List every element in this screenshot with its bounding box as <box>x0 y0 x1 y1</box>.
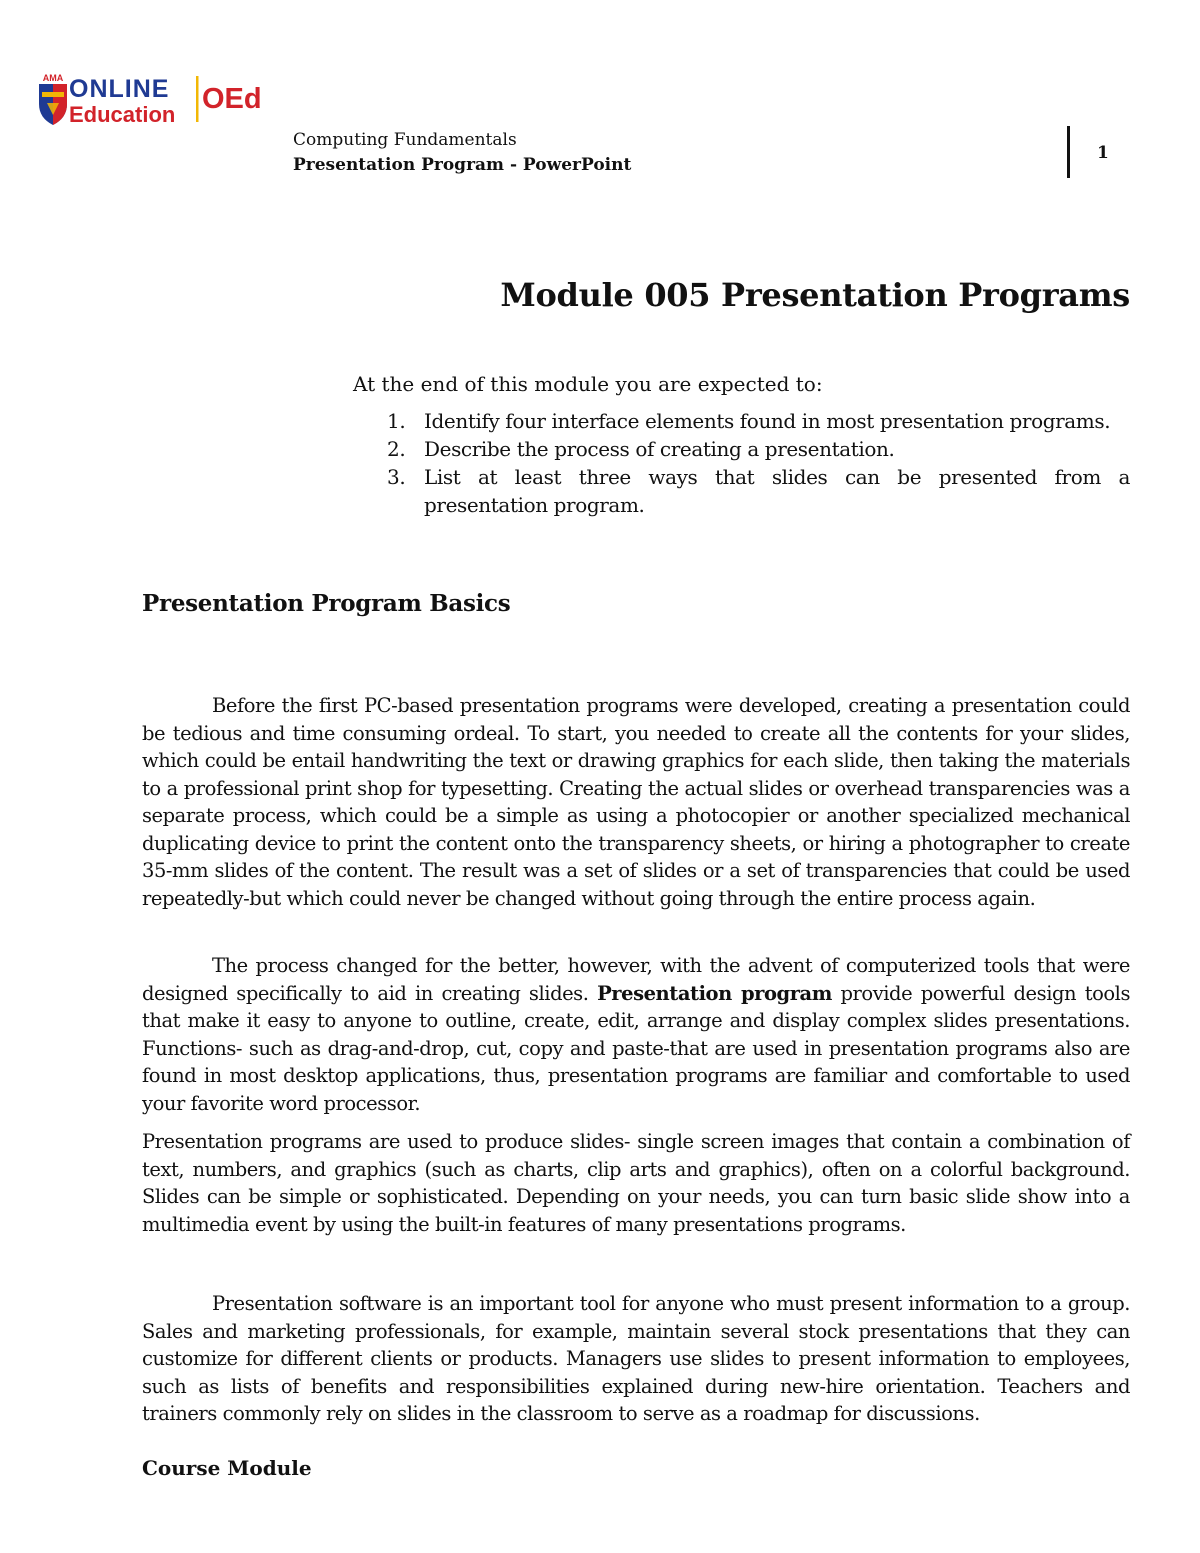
objective-text: Describe the process of creating a presentation. <box>424 437 895 461</box>
objective-text: Identify four interface elements found in most presentation programs. <box>424 409 1111 433</box>
header-divider <box>1067 126 1070 178</box>
brand-short-text: OEd <box>202 83 262 115</box>
objective-number: 1. <box>387 409 406 433</box>
module-title: Module 005 Presentation Programs <box>500 276 1130 314</box>
paragraph-computerized-tools <box>142 952 1130 1117</box>
paragraph-history: Before the first PC-based presentation programs were developed, creating a presentation could be tedious and time consuming ordeal. To start, you needed to create all the contents for your slides, which could be entail handwriting the text or drawing graphics for each slide, then taking the materials to a professional print shop for typesetting. Creating the actual slides or overhead transparencies was a separate process, which could be a simple as using a photocopier or another specialized mechanical duplicating device to print the content onto the transparency sheets, or hiring a photographer to create 35-mm slides of the content. The result was a set of slides or a set of transparencies that could be used repeatedly-but which could never be changed without going through the entire process again. <box>142 694 1130 910</box>
online-education-logo <box>36 70 272 128</box>
brand-top-text: ONLINE <box>69 75 170 103</box>
objective-item <box>353 463 1130 519</box>
running-header <box>293 128 631 178</box>
course-subtitle: Presentation Program - PowerPoint <box>293 155 632 175</box>
objective-item <box>353 435 1130 463</box>
paragraph-slides: Presentation programs are used to produce slides- single screen images that contain a combination of text, numbers, and graphics (such as charts, clip arts and graphics), often on a colorful background. Slides can be simple or sophisticated. Depending on your needs, you can turn basic slide show into a multimedia event by using the built-in features of many presentations programs. <box>142 1130 1130 1236</box>
section-heading: Presentation Program Basics <box>142 590 511 617</box>
logo-graphic <box>36 70 272 128</box>
paragraph-text: provide powerful design tools that make it easy to anyone to outline, create, edit, arrange and display complex slides presentations. Functions- such as drag-and-drop, cut, copy and paste-that are used in presentation programs also are found in most desktop applications, thus, presentation programs are familiar and comfortable to used your favorite word processor. <box>142 981 1131 1115</box>
crest-label: AMA <box>42 73 64 83</box>
paragraph-text: The process changed for the better, however, with the advent of computerized tools that were designed specifically to aid in creating slides. <box>142 954 1130 1005</box>
objective-item <box>353 407 1130 435</box>
bold-term: Presentation program <box>597 981 832 1005</box>
objective-text: List at least three ways that slides can be presented from a presentation program. <box>424 465 1130 517</box>
objectives-intro: At the end of this module you are expected to: <box>353 372 823 396</box>
brand-bottom-text: Education <box>69 102 176 127</box>
objective-number: 3. <box>387 465 406 489</box>
paragraph-uses: Presentation software is an important tool for anyone who must present information to a group. Sales and marketing professionals, for example, maintain several stock presentations that they can customize for different clients or products. Managers use slides to present information to employees, such as lists of benefits and responsibilities explained during new-hire orientation. Teachers and trainers commonly rely on slides in the classroom to serve as a roadmap for discussions. <box>142 1292 1130 1425</box>
page-number: 1 <box>1097 143 1109 163</box>
course-module-label: Course Module <box>142 1456 312 1480</box>
objective-number: 2. <box>387 437 406 461</box>
course-name: Computing Fundamentals <box>293 130 517 150</box>
objectives-list <box>353 407 1130 519</box>
